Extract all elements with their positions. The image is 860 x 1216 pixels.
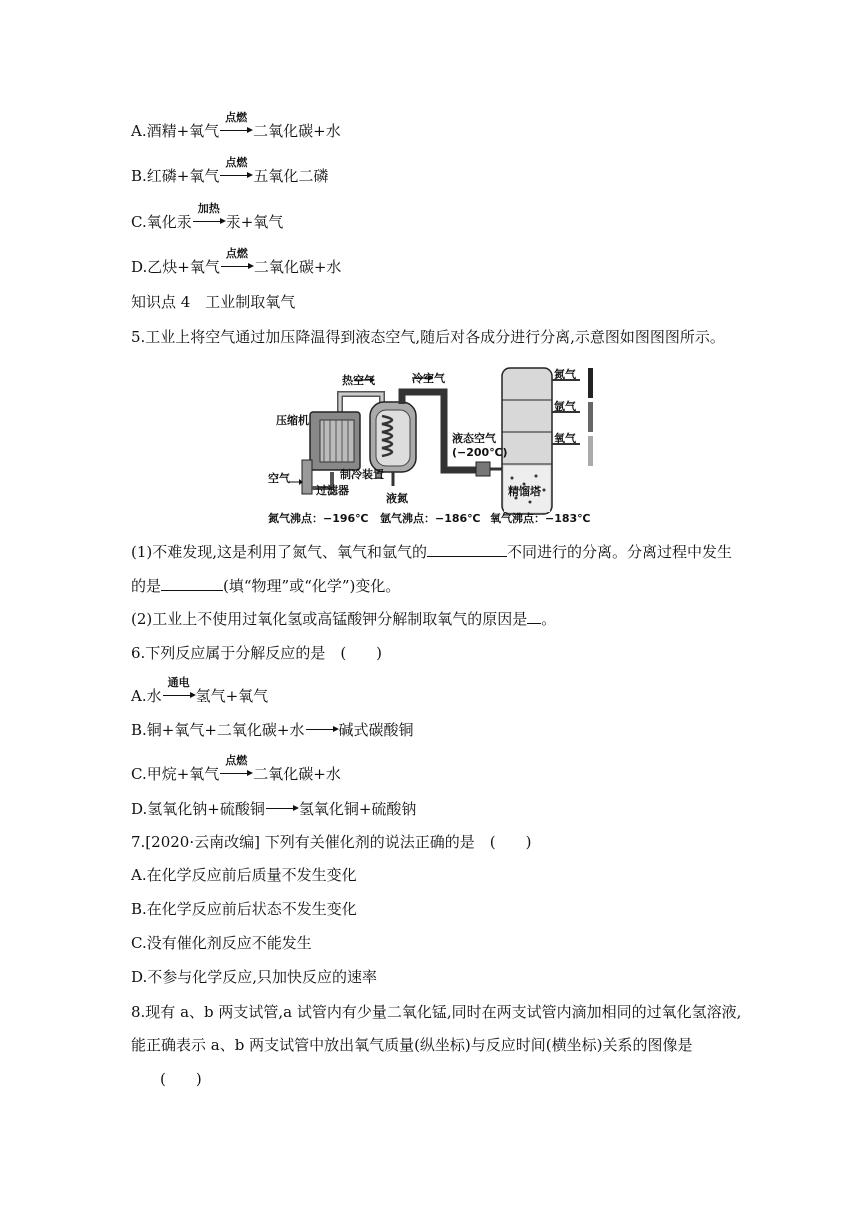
label-air: 空气 (268, 472, 290, 485)
products: 二氧化碳+水 (253, 258, 342, 276)
q5-sub1-line2 (131, 576, 400, 596)
q5-sub1-line1 (131, 542, 732, 562)
bp-nitrogen: 氮气沸点：−196℃ (268, 512, 369, 525)
reaction-condition: 加热 (197, 202, 220, 215)
q4-option-d (131, 247, 342, 277)
label-cold-air: 冷空气 (412, 372, 445, 385)
label-hot-air: 热空气 (342, 374, 375, 387)
q4-option-c (131, 202, 284, 232)
bp-oxygen: 氧气沸点：−183℃ (490, 512, 591, 525)
q6-stem: 6.下列反应属于分解反应的是 ( ) (131, 644, 383, 662)
reactants: A.酒精+氧气 (131, 122, 220, 140)
reaction-condition: 通电 (167, 676, 190, 689)
answer-blank[interactable] (161, 576, 223, 591)
answer-blank[interactable] (527, 609, 541, 624)
label-oxygen: 氧气 (554, 432, 576, 445)
reactants: C.甲烷+氧气 (131, 765, 220, 783)
products: 氢氧化铜+硫酸钠 (298, 800, 417, 818)
label-liquid-air-temp: (−200℃) (452, 446, 508, 459)
reaction-condition: 点燃 (225, 156, 248, 169)
products: 氢气+氧气 (195, 687, 269, 705)
q5-sub1-text-d: (填“物理”或“化学”)变化。 (223, 577, 401, 595)
label-tower: 精馏塔 (508, 485, 541, 498)
q7-option-a: A.在化学反应前后质量不发生变化 (131, 866, 357, 884)
q5-sub1-text-b: 不同进行的分离。分离过程中发生 (507, 543, 733, 561)
q7-option-c: C.没有催化剂反应不能发生 (131, 934, 312, 952)
reaction-arrow (162, 676, 196, 706)
reactants: D.氢氧化钠+硫酸铜 (131, 800, 265, 818)
q4-option-a (131, 111, 341, 141)
q6-option-d (131, 799, 416, 819)
reaction-arrow (219, 111, 253, 141)
reactants: C.氧化汞 (131, 213, 192, 231)
air-separation-diagram (262, 360, 602, 528)
filter-shape (302, 460, 312, 494)
q6-option-b (131, 720, 414, 740)
bp-argon: 氩气沸点：−186℃ (380, 512, 481, 525)
products: 五氧化二磷 (253, 167, 329, 185)
q5-sub2-text-b: 。 (541, 610, 557, 628)
q6-option-c (131, 754, 341, 784)
products: 二氧化碳+水 (253, 765, 341, 783)
q4-option-b (131, 156, 329, 186)
products: 碱式碳酸铜 (338, 721, 414, 739)
q5-sub2-text-a: (2)工业上不使用过氧化氢或高锰酸钾分解制取氧气的原因是 (131, 610, 528, 628)
argon-bar (588, 402, 593, 432)
label-nitrogen: 氮气 (554, 368, 576, 381)
reactants: D.乙炔+氧气 (131, 258, 220, 276)
reaction-arrow (219, 156, 253, 186)
reactants: A.水 (131, 687, 162, 705)
label-compressor: 压缩机 (276, 414, 309, 427)
q7-option-b: B.在化学反应前后状态不发生变化 (131, 900, 357, 918)
q8-line1: 8.现有 a、b 两支试管,a 试管内有少量二氧化锰,同时在两支试管内滴加相同的过氧化氢溶液, (131, 1003, 742, 1021)
label-argon: 氩气 (554, 400, 576, 413)
reaction-arrow (265, 799, 299, 819)
reaction-condition: 点燃 (225, 247, 248, 260)
oxygen-bar (588, 436, 593, 466)
label-liquid-nitrogen: 液氮 (386, 492, 408, 505)
q5-stem: 5.工业上将空气通过加压降温得到液态空气,随后对各成分进行分离,示意图如图图图所示。 (131, 328, 725, 346)
reaction-arrow (305, 720, 339, 740)
q8-answer-paren[interactable]: ( ) (160, 1070, 202, 1088)
reaction-arrow (192, 202, 226, 232)
nitrogen-bar (588, 368, 593, 398)
label-refrigeration: 制冷装置 (340, 468, 384, 481)
products: 汞+氧气 (225, 213, 284, 231)
q6-option-a (131, 676, 269, 706)
q7-option-d: D.不参与化学反应,只加快反应的速率 (131, 968, 378, 986)
q7-stem: 7.[2020·云南改编] 下列有关催化剂的说法正确的是 ( ) (131, 833, 532, 851)
products: 二氧化碳+水 (253, 122, 341, 140)
answer-blank[interactable] (427, 542, 507, 557)
reactants: B.红磷+氧气 (131, 167, 220, 185)
label-filter: 过滤器 (316, 484, 349, 497)
reaction-condition: 点燃 (225, 754, 248, 767)
reaction-arrow (220, 247, 254, 277)
section-title: 知识点 4 工业制取氧气 (131, 293, 296, 311)
q5-sub1-text-a: (1)不难发现,这是利用了氮气、氧气和氩气的 (131, 543, 428, 561)
q5-sub2 (131, 609, 556, 629)
q5-sub1-text-c: 的是 (131, 577, 162, 595)
label-liquid-air: 液态空气 (452, 432, 496, 445)
reaction-arrow (219, 754, 253, 784)
reaction-condition: 点燃 (225, 111, 248, 124)
q8-line2: 能正确表示 a、b 两支试管中放出氧气质量(纵坐标)与反应时间(横坐标)关系的图像是 (131, 1036, 693, 1054)
reactants: B.铜+氧气+二氧化碳+水 (131, 721, 305, 739)
